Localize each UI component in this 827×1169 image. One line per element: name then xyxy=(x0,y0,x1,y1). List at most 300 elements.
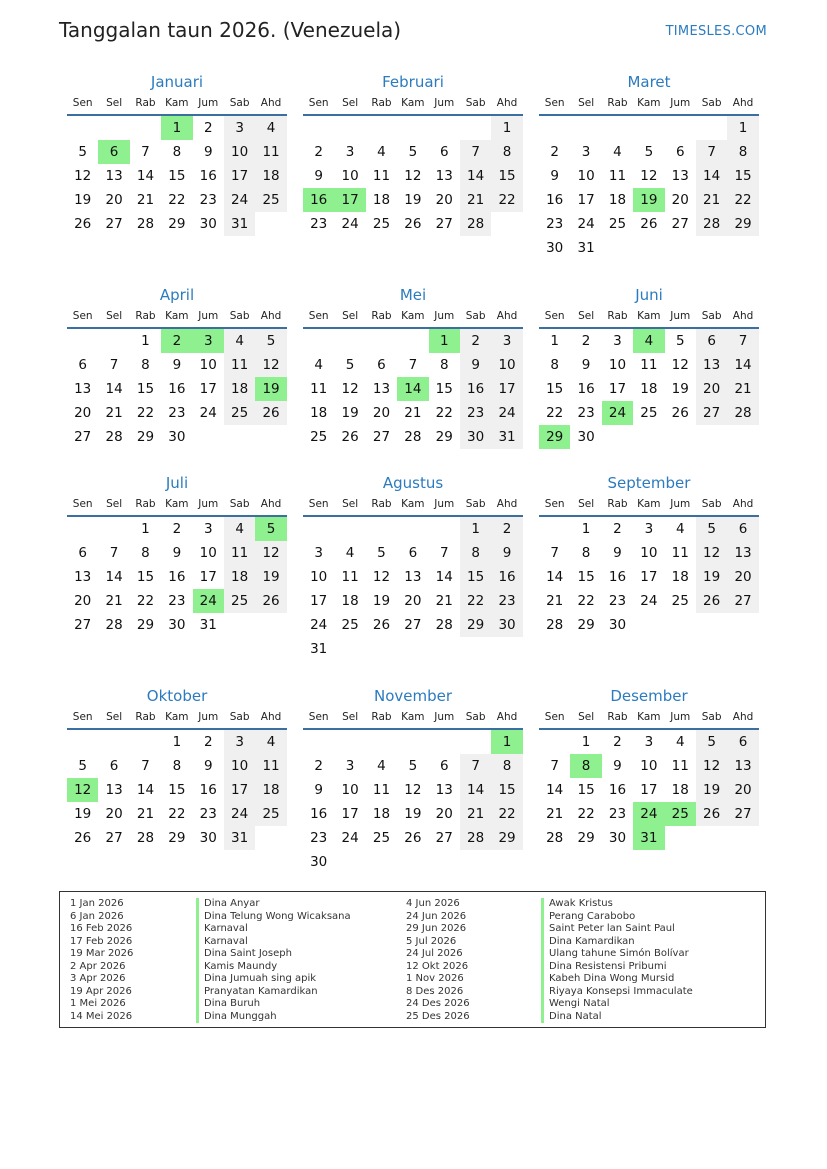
weekday-label: Rab xyxy=(371,498,392,510)
day-cell: 12 xyxy=(255,541,286,565)
weekday-label: Jum xyxy=(198,711,219,723)
day-cell: 29 xyxy=(136,617,155,633)
day-cell: 3 xyxy=(345,144,355,160)
days-grid xyxy=(67,517,287,637)
day-cell: 13 xyxy=(727,541,758,565)
day-cell: 20 xyxy=(74,405,92,421)
day-cell: 16 xyxy=(546,192,564,208)
weekday-header xyxy=(303,92,523,116)
holiday-day: 14 xyxy=(397,377,428,401)
day-cell: 19 xyxy=(341,405,359,421)
weekday-header xyxy=(67,92,287,116)
empty-cell xyxy=(397,329,428,353)
legend-holiday-name: Saint Peter lan Saint Paul xyxy=(541,923,693,936)
day-cell: 15 xyxy=(546,381,564,397)
day-cell: 4 xyxy=(314,357,323,373)
month-name: Oktober xyxy=(146,687,208,705)
day-cell: 13 xyxy=(671,168,689,184)
day-cell: 27 xyxy=(727,802,758,826)
legend-holiday-name: Karnaval xyxy=(196,923,351,936)
weekday-header xyxy=(303,493,523,517)
day-cell: 21 xyxy=(404,405,422,421)
month-name: Februari xyxy=(382,73,444,91)
day-cell: 28 xyxy=(136,216,155,232)
month-name: Januari xyxy=(150,73,204,91)
weekday-label: Sen xyxy=(308,711,329,723)
day-cell: 25 xyxy=(671,593,689,609)
day-cell: 20 xyxy=(435,192,453,208)
days-grid xyxy=(539,116,759,260)
weekday-label: Rab xyxy=(607,310,628,322)
day-cell: 12 xyxy=(404,782,422,798)
day-cell: 28 xyxy=(404,429,422,445)
day-cell: 19 xyxy=(671,381,689,397)
day-cell: 22 xyxy=(435,405,453,421)
day-cell: 26 xyxy=(404,216,422,232)
day-cell: 29 xyxy=(435,429,453,445)
day-cell: 24 xyxy=(341,216,359,232)
legend-date: 25 Des 2026 xyxy=(406,1010,470,1022)
day-cell: 10 xyxy=(224,754,255,778)
day-cell: 26 xyxy=(341,429,359,445)
day-cell: 23 xyxy=(199,806,217,822)
month-maret xyxy=(539,72,759,260)
day-cell: 12 xyxy=(671,357,689,373)
holiday-day: 12 xyxy=(67,778,98,802)
brand-link[interactable]: TIMESLES.COM xyxy=(665,24,767,39)
day-cell: 13 xyxy=(727,754,758,778)
month-februari xyxy=(303,72,523,236)
day-cell: 21 xyxy=(136,806,155,822)
day-cell: 11 xyxy=(224,353,255,377)
weekday-label: Ahd xyxy=(496,711,518,723)
day-cell: 6 xyxy=(439,758,449,774)
month-name: September xyxy=(607,474,691,492)
day-cell: 6 xyxy=(109,758,119,774)
empty-cell xyxy=(460,730,491,754)
day-cell: 30 xyxy=(546,240,564,256)
day-cell: 4 xyxy=(345,545,355,561)
day-cell: 11 xyxy=(310,381,328,397)
day-cell: 2 xyxy=(203,120,213,136)
days-grid xyxy=(67,116,287,236)
days-grid xyxy=(303,730,523,874)
day-cell: 7 xyxy=(727,329,758,353)
empty-cell xyxy=(130,730,161,754)
day-cell: 8 xyxy=(141,545,150,561)
day-cell: 30 xyxy=(460,425,491,449)
day-cell: 17 xyxy=(199,569,217,585)
day-cell: 8 xyxy=(439,357,449,373)
days-grid xyxy=(539,329,759,449)
day-cell: 27 xyxy=(74,617,92,633)
day-cell: 21 xyxy=(460,188,491,212)
legend-holiday-name: Wengi Natal xyxy=(541,998,693,1011)
legend-date: 29 Jun 2026 xyxy=(406,923,467,934)
weekday-header xyxy=(303,706,523,730)
day-cell: 8 xyxy=(581,545,591,561)
weekday-label: Jum xyxy=(434,498,455,510)
legend-date: 17 Feb 2026 xyxy=(70,935,133,947)
weekday-label: Sab xyxy=(229,97,250,109)
empty-cell xyxy=(303,730,334,754)
legend-date: 24 Des 2026 xyxy=(406,998,470,1009)
month-september xyxy=(539,473,759,637)
weekday-label: Ahd xyxy=(260,97,282,109)
day-cell: 3 xyxy=(491,329,522,353)
day-cell: 10 xyxy=(577,168,595,184)
weekday-label: Ahd xyxy=(732,711,754,723)
weekday-label: Ahd xyxy=(496,498,518,510)
day-cell: 22 xyxy=(136,405,155,421)
day-cell: 9 xyxy=(203,144,213,160)
empty-cell xyxy=(98,730,129,754)
day-cell: 24 xyxy=(577,216,595,232)
day-cell: 21 xyxy=(727,377,758,401)
empty-cell xyxy=(366,517,397,541)
holiday-day: 16 xyxy=(303,188,334,212)
day-cell: 5 xyxy=(255,329,286,353)
legend-date: 3 Apr 2026 xyxy=(70,973,126,984)
day-cell: 18 xyxy=(671,569,689,585)
empty-cell xyxy=(633,116,664,140)
day-cell: 3 xyxy=(314,545,323,561)
day-cell: 27 xyxy=(435,216,453,232)
day-cell: 15 xyxy=(136,569,155,585)
holiday-legend xyxy=(59,891,766,1028)
day-cell: 20 xyxy=(727,778,758,802)
day-cell: 19 xyxy=(404,806,422,822)
empty-cell xyxy=(303,517,334,541)
weekday-label: Jum xyxy=(434,711,455,723)
month-november xyxy=(303,686,523,874)
day-cell: 26 xyxy=(74,830,92,846)
weekday-label: Sen xyxy=(308,310,329,322)
day-cell: 12 xyxy=(372,569,391,585)
weekday-label: Jum xyxy=(670,310,691,322)
legend-holiday-name: Dina Jumuah sing apik xyxy=(196,973,351,986)
weekday-label: Rab xyxy=(135,310,156,322)
holiday-day: 3 xyxy=(193,329,224,353)
weekday-label: Sab xyxy=(701,97,722,109)
day-cell: 27 xyxy=(671,216,689,232)
day-cell: 25 xyxy=(372,830,391,846)
day-cell: 20 xyxy=(696,377,727,401)
day-cell: 8 xyxy=(491,754,522,778)
day-cell: 4 xyxy=(255,730,286,754)
day-cell: 2 xyxy=(613,521,622,537)
day-cell: 16 xyxy=(460,377,491,401)
day-cell: 4 xyxy=(675,521,685,537)
holiday-day: 6 xyxy=(98,140,129,164)
days-grid xyxy=(303,329,523,449)
weekday-label: Jum xyxy=(198,498,219,510)
legend-date: 2 Apr 2026 xyxy=(70,960,126,972)
weekday-label: Ahd xyxy=(260,310,282,322)
empty-cell xyxy=(539,517,570,541)
day-cell: 1 xyxy=(581,521,591,537)
day-cell: 5 xyxy=(696,517,727,541)
empty-cell xyxy=(570,116,601,140)
day-cell: 16 xyxy=(577,381,595,397)
day-cell: 14 xyxy=(546,569,564,585)
day-cell: 5 xyxy=(377,545,386,561)
day-cell: 27 xyxy=(727,589,758,613)
weekday-label: Kam xyxy=(165,97,189,109)
legend-holiday-name: Karnaval xyxy=(196,936,351,949)
day-cell: 28 xyxy=(460,212,491,236)
day-cell: 5 xyxy=(408,144,418,160)
legend-dates-left xyxy=(70,898,133,1023)
legend-date: 19 Apr 2026 xyxy=(70,985,132,997)
weekday-label: Sel xyxy=(342,310,359,322)
weekday-label: Sel xyxy=(578,711,595,723)
empty-cell xyxy=(429,730,460,754)
holiday-day: 8 xyxy=(570,754,601,778)
day-cell: 14 xyxy=(546,782,564,798)
day-cell: 4 xyxy=(377,758,386,774)
day-cell: 22 xyxy=(546,405,564,421)
day-cell: 15 xyxy=(460,565,491,589)
day-cell: 28 xyxy=(696,212,727,236)
day-cell: 7 xyxy=(109,545,119,561)
day-cell: 9 xyxy=(491,541,522,565)
legend-date: 8 Des 2026 xyxy=(406,985,464,997)
day-cell: 18 xyxy=(255,778,286,802)
month-name: Maret xyxy=(627,73,671,91)
weekday-label: Kam xyxy=(637,711,661,723)
day-cell: 22 xyxy=(491,188,522,212)
empty-cell xyxy=(366,730,397,754)
empty-cell xyxy=(539,116,570,140)
empty-cell xyxy=(602,116,633,140)
day-cell: 25 xyxy=(372,216,391,232)
day-cell: 23 xyxy=(491,589,522,613)
day-cell: 5 xyxy=(408,758,418,774)
weekday-label: Jum xyxy=(670,498,691,510)
day-cell: 21 xyxy=(136,192,155,208)
day-cell: 8 xyxy=(727,140,758,164)
legend-date: 12 Okt 2026 xyxy=(406,960,469,972)
day-cell: 22 xyxy=(577,593,595,609)
month-desember xyxy=(539,686,759,850)
empty-cell xyxy=(67,329,98,353)
day-cell: 18 xyxy=(341,593,359,609)
weekday-label: Jum xyxy=(198,310,219,322)
holiday-day: 17 xyxy=(334,188,365,212)
weekday-label: Sel xyxy=(106,711,123,723)
day-cell: 29 xyxy=(491,826,522,850)
day-cell: 9 xyxy=(314,168,323,184)
day-cell: 30 xyxy=(577,429,595,445)
holiday-day: 1 xyxy=(161,116,192,140)
page-title: Tanggalan taun 2026. (Venezuela) xyxy=(59,18,402,42)
holiday-day: 4 xyxy=(633,329,664,353)
day-cell: 17 xyxy=(199,381,217,397)
day-cell: 5 xyxy=(345,357,355,373)
day-cell: 14 xyxy=(435,569,453,585)
legend-date: 6 Jan 2026 xyxy=(70,910,124,922)
weekday-label: Sen xyxy=(72,310,93,322)
day-cell: 12 xyxy=(341,381,359,397)
day-cell: 3 xyxy=(224,116,255,140)
day-cell: 30 xyxy=(168,429,186,445)
empty-cell xyxy=(98,116,129,140)
day-cell: 1 xyxy=(581,734,591,750)
day-cell: 8 xyxy=(550,357,559,373)
holiday-day: 24 xyxy=(602,401,633,425)
day-cell: 21 xyxy=(546,593,564,609)
weekday-label: Rab xyxy=(135,97,156,109)
day-cell: 22 xyxy=(460,589,491,613)
weekday-label: Kam xyxy=(401,310,425,322)
day-cell: 2 xyxy=(172,521,182,537)
day-cell: 1 xyxy=(460,517,491,541)
day-cell: 29 xyxy=(168,216,186,232)
day-cell: 11 xyxy=(372,782,391,798)
day-cell: 2 xyxy=(550,144,559,160)
day-cell: 5 xyxy=(696,730,727,754)
empty-cell xyxy=(696,116,727,140)
day-cell: 31 xyxy=(491,425,522,449)
day-cell: 28 xyxy=(105,617,123,633)
day-cell: 11 xyxy=(608,168,627,184)
day-cell: 11 xyxy=(255,140,286,164)
legend-dates-right xyxy=(406,898,470,1023)
day-cell: 6 xyxy=(78,357,87,373)
day-cell: 26 xyxy=(404,830,422,846)
weekday-label: Ahd xyxy=(496,310,518,322)
day-cell: 24 xyxy=(640,593,658,609)
day-cell: 30 xyxy=(310,854,328,870)
legend-date: 14 Mei 2026 xyxy=(70,1010,133,1022)
holiday-day: 5 xyxy=(255,517,286,541)
day-cell: 16 xyxy=(608,569,627,585)
holiday-day: 19 xyxy=(255,377,286,401)
empty-cell xyxy=(460,116,491,140)
weekday-label: Sel xyxy=(342,711,359,723)
day-cell: 30 xyxy=(608,617,627,633)
day-cell: 3 xyxy=(644,521,654,537)
day-cell: 17 xyxy=(310,593,328,609)
empty-cell xyxy=(334,116,365,140)
legend-date: 19 Mar 2026 xyxy=(70,948,134,959)
day-cell: 15 xyxy=(168,168,186,184)
day-cell: 12 xyxy=(640,168,658,184)
day-cell: 8 xyxy=(172,758,182,774)
day-cell: 10 xyxy=(491,353,522,377)
day-cell: 27 xyxy=(105,830,123,846)
weekday-label: Sab xyxy=(465,711,486,723)
empty-cell xyxy=(334,517,365,541)
day-cell: 9 xyxy=(613,758,622,774)
weekday-label: Jum xyxy=(198,97,219,109)
day-cell: 6 xyxy=(78,545,87,561)
day-cell: 17 xyxy=(224,164,255,188)
day-cell: 2 xyxy=(460,329,491,353)
weekday-label: Sab xyxy=(701,310,722,322)
weekday-label: Sen xyxy=(544,711,565,723)
weekday-label: Sab xyxy=(465,310,486,322)
weekday-label: Rab xyxy=(607,711,628,723)
day-cell: 25 xyxy=(341,617,359,633)
month-oktober xyxy=(67,686,287,850)
empty-cell xyxy=(334,329,365,353)
empty-cell xyxy=(98,329,129,353)
day-cell: 4 xyxy=(613,144,622,160)
weekday-label: Kam xyxy=(165,711,189,723)
legend-holiday-name: Dina Resistensi Pribumi xyxy=(541,961,693,974)
weekday-label: Ahd xyxy=(732,498,754,510)
day-cell: 7 xyxy=(408,357,418,373)
legend-holiday-name: Kabeh Dina Wong Mursid xyxy=(541,973,693,986)
day-cell: 16 xyxy=(608,782,627,798)
weekday-header xyxy=(67,706,287,730)
day-cell: 22 xyxy=(727,188,758,212)
day-cell: 12 xyxy=(696,541,727,565)
day-cell: 22 xyxy=(168,806,186,822)
day-cell: 20 xyxy=(105,192,123,208)
day-cell: 29 xyxy=(727,212,758,236)
day-cell: 11 xyxy=(671,545,689,561)
weekday-label: Rab xyxy=(371,97,392,109)
day-cell: 6 xyxy=(727,517,758,541)
day-cell: 23 xyxy=(168,405,186,421)
weekday-label: Sab xyxy=(465,498,486,510)
day-cell: 31 xyxy=(577,240,595,256)
weekday-label: Rab xyxy=(371,310,392,322)
day-cell: 25 xyxy=(640,405,658,421)
day-cell: 5 xyxy=(675,333,685,349)
weekday-label: Sen xyxy=(308,97,329,109)
day-cell: 28 xyxy=(460,826,491,850)
legend-holiday-name: Pranyatan Kamardikan xyxy=(196,986,351,999)
day-cell: 26 xyxy=(74,216,92,232)
day-cell: 19 xyxy=(404,192,422,208)
legend-holiday-name: Dina Telung Wong Wicaksana xyxy=(196,911,351,924)
weekday-label: Sen xyxy=(544,97,565,109)
day-cell: 16 xyxy=(310,806,328,822)
day-cell: 25 xyxy=(310,429,328,445)
day-cell: 16 xyxy=(199,168,217,184)
empty-cell xyxy=(429,116,460,140)
empty-cell xyxy=(539,730,570,754)
day-cell: 14 xyxy=(136,168,155,184)
day-cell: 18 xyxy=(224,565,255,589)
weekday-label: Kam xyxy=(165,310,189,322)
holiday-day: 24 xyxy=(193,589,224,613)
weekday-label: Kam xyxy=(637,97,661,109)
legend-date: 24 Jun 2026 xyxy=(406,910,467,922)
day-cell: 24 xyxy=(199,405,217,421)
day-cell: 9 xyxy=(172,545,182,561)
empty-cell xyxy=(98,517,129,541)
weekday-header xyxy=(67,305,287,329)
day-cell: 3 xyxy=(644,734,654,750)
weekday-label: Sel xyxy=(106,310,123,322)
holiday-day: 25 xyxy=(665,802,696,826)
day-cell: 7 xyxy=(141,144,150,160)
day-cell: 4 xyxy=(377,144,386,160)
day-cell: 7 xyxy=(550,758,559,774)
day-cell: 26 xyxy=(696,802,727,826)
day-cell: 29 xyxy=(168,830,186,846)
empty-cell xyxy=(429,517,460,541)
day-cell: 14 xyxy=(105,381,123,397)
day-cell: 11 xyxy=(224,541,255,565)
empty-cell xyxy=(397,730,428,754)
day-cell: 20 xyxy=(727,565,758,589)
